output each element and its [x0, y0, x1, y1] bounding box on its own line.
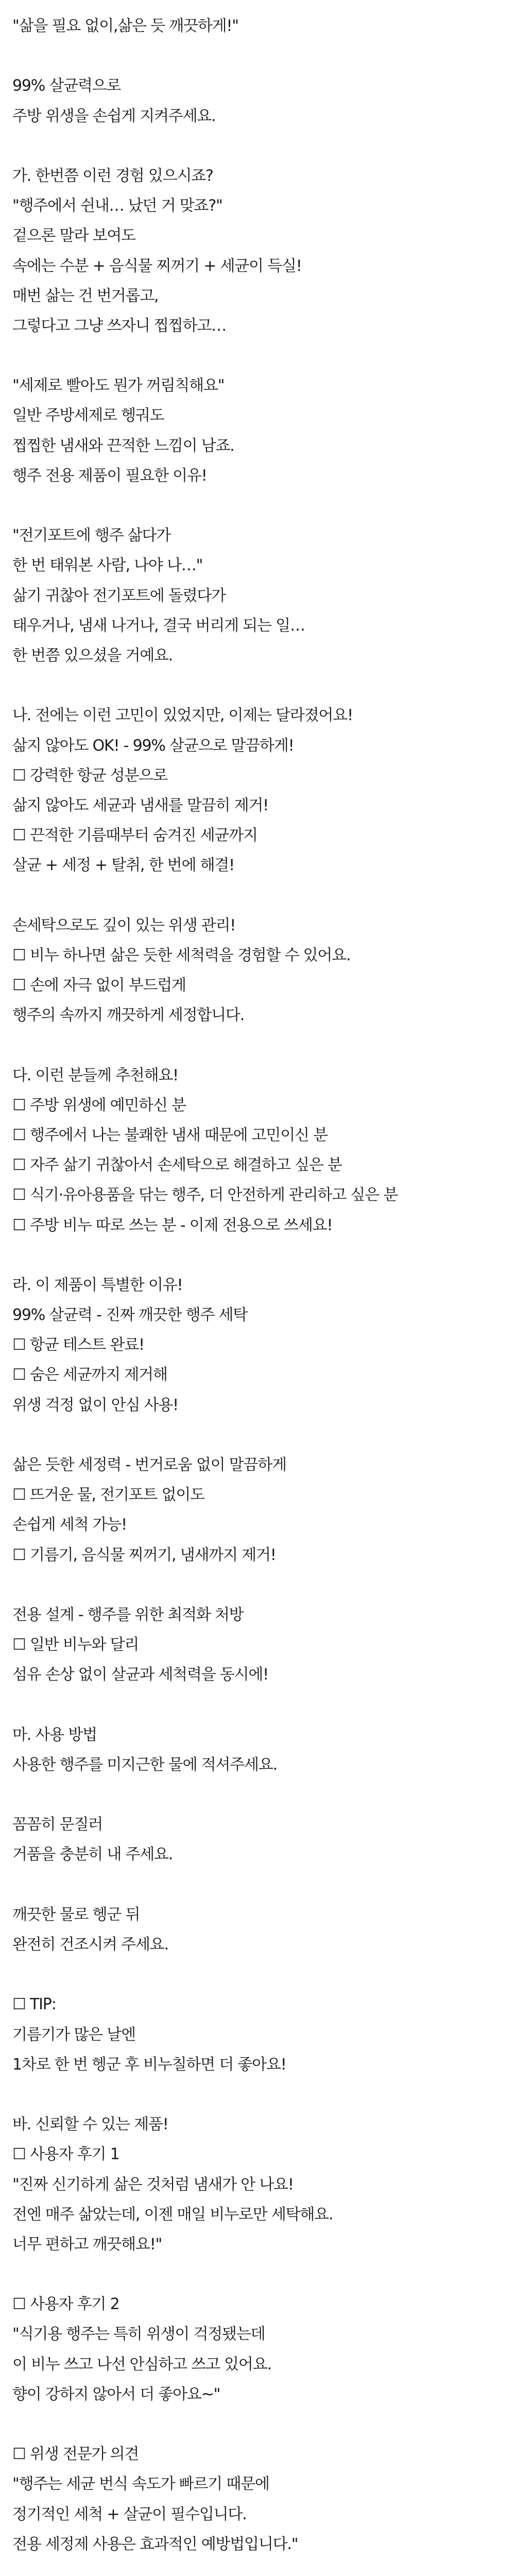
blank-line: [12, 491, 507, 521]
text-line: 겉으론 말라 보여도: [12, 227, 135, 245]
text-line: 삶지 않아도 OK! - 99% 살균으로 말끔하게!: [12, 736, 294, 755]
text-line: ☐ 손에 자극 없이 부드럽게: [12, 976, 186, 994]
text-line: 매번 삶는 건 번거롭고,: [12, 286, 159, 305]
text-line: 살균 + 세정 + 탈취, 한 번에 해결!: [12, 856, 234, 875]
text-line: 전엔 매주 삶았는데, 이젠 매일 비누로만 세탁해요.: [12, 2205, 333, 2224]
text-line: ☐ TIP:: [12, 1995, 56, 2014]
blank-line: [12, 671, 507, 701]
text-line: ☐ 항균 테스트 완료!: [12, 1336, 144, 1354]
text-line: "삶을 필요 없이,삶은 듯 깨끗하게!": [12, 17, 238, 35]
text-line: 일반 주방세제로 헹궈도: [12, 406, 164, 425]
text-line: ☐ 일반 비누와 달리: [12, 1636, 139, 1654]
text-line: 99% 살균력 - 진짜 깨끗한 행주 세탁: [12, 1306, 248, 1325]
text-line: ☐ 식기·유아용품을 닦는 행주, 더 안전하게 관리하고 싶은 분: [12, 1186, 398, 1205]
text-line: ☐ 강력한 항균 성분으로: [12, 766, 167, 785]
blank-line: [12, 131, 507, 161]
blank-line: [12, 1960, 507, 1990]
text-line: 기름기가 많은 날엔: [12, 2025, 135, 2044]
text-line: "진짜 신기하게 삶은 것처럼 냄새가 안 나요!: [12, 2175, 294, 2194]
text-line: ☐ 사용자 후기 2: [12, 2295, 119, 2314]
blank-line: [12, 1241, 507, 1270]
text-line: "행주에서 쉰내… 났던 거 맞죠?": [12, 197, 222, 215]
blank-line: [12, 1780, 507, 1810]
text-line: 깨끗한 물로 헹군 뒤: [12, 1905, 140, 1924]
blank-line: [12, 880, 507, 910]
blank-line: [12, 2080, 507, 2110]
text-line: 위생 걱정 없이 안심 사용!: [12, 1396, 178, 1414]
text-line: ☐ 주방 비누 따로 쓰는 분 - 이제 전용으로 쓰세요!: [12, 1216, 333, 1234]
text-line: 행주 전용 제품이 필요한 이유!: [12, 466, 207, 485]
text-line: 가. 한번쯤 이런 경험 있으시죠?: [12, 166, 213, 185]
text-line: 사용한 행주를 미지근한 물에 적셔주세요.: [12, 1755, 277, 1774]
text-line: 1차로 한 번 헹군 후 비누칠하면 더 좋아요!: [12, 2055, 286, 2074]
text-line: "전기포트에 행주 삶다가: [12, 527, 171, 545]
text-line: 다. 이런 분들께 추천해요!: [12, 1066, 178, 1084]
text-line: 거품을 충분히 내 주세요.: [12, 1845, 173, 1864]
text-line: 한 번쯤 있으셨을 거예요.: [12, 646, 173, 665]
text-line: 꼼꼼히 문질러: [12, 1816, 103, 1834]
text-line: 전용 설계 - 행주를 위한 최적화 처방: [12, 1605, 244, 1624]
text-line: ☐ 사용자 후기 1: [12, 2145, 119, 2164]
text-line: 삶은 듯한 세정력 - 번거로움 없이 말끔하게: [12, 1456, 286, 1474]
text-line: 태우거나, 냄새 나거나, 결국 버리게 되는 일…: [12, 616, 305, 635]
text-line: "세제로 빨아도 뭔가 꺼림칙해요": [12, 377, 225, 395]
blank-line: [12, 341, 507, 371]
text-line: 손세탁으로도 깊이 있는 위생 관리!: [12, 916, 236, 935]
blank-line: [12, 1690, 507, 1720]
text-line: 손쉽게 세척 가능!: [12, 1516, 127, 1534]
text-line: 찝찝한 냄새와 끈적한 느낌이 남죠.: [12, 436, 234, 455]
text-line: 너무 편하고 깨끗해요!": [12, 2235, 162, 2253]
text-line: ☐ 뜨거운 물, 전기포트 없이도: [12, 1486, 204, 1504]
blank-line: [12, 1030, 507, 1060]
text-line: 속에는 수분 + 음식물 찌꺼기 + 세균이 득실!: [12, 257, 302, 275]
text-line: "행주는 세균 번식 속도가 빠르기 때문에: [12, 2475, 269, 2494]
text-line: 이 비누 쓰고 나선 안심하고 쓰고 있어요.: [12, 2355, 271, 2374]
text-line: 섬유 손상 없이 살균과 세척력을 동시에!: [12, 1666, 268, 1684]
text-line: 한 번 태워본 사람, 나야 나…": [12, 556, 203, 575]
text-line: 바. 신뢰할 수 있는 제품!: [12, 2115, 168, 2134]
blank-line: [12, 1420, 507, 1450]
text-line: ☐ 주방 위생에 예민하신 분: [12, 1096, 186, 1114]
text-line: ☐ 기름기, 음식물 찌꺼기, 냄새까지 제거!: [12, 1546, 276, 1564]
blank-line: [12, 41, 507, 71]
text-line: 그렇다고 그냥 쓰자니 찝찝하고…: [12, 316, 226, 335]
text-line: ☐ 비누 하나면 삶은 듯한 세척력을 경험할 수 있어요.: [12, 946, 351, 964]
text-line: ☐ 숨은 세균까지 제거해: [12, 1366, 167, 1384]
text-line: 전용 세정제 사용은 효과적인 예방법입니다.": [12, 2535, 298, 2553]
text-line: 주방 위생을 손쉽게 지켜주세요.: [12, 107, 216, 125]
blank-line: [12, 1570, 507, 1600]
text-line: 행주의 속까지 깨끗하게 세정합니다.: [12, 1006, 245, 1025]
text-line: 99% 살균력으로: [12, 77, 121, 95]
text-line: ☐ 위생 전문가 의견: [12, 2445, 139, 2464]
blank-line: [12, 2410, 507, 2439]
text-line: 삶기 귀찮아 전기포트에 돌렸다가: [12, 586, 226, 605]
text-line: 정기적인 세척 + 살균이 필수입니다.: [12, 2505, 247, 2523]
text-line: 향이 강하지 않아서 더 좋아요~": [12, 2385, 220, 2403]
text-line: 완전히 건조시켜 주세요.: [12, 1936, 168, 1954]
text-line: 라. 이 제품이 특별한 이유!: [12, 1276, 183, 1294]
blank-line: [12, 1870, 507, 1900]
text-line: 삶지 않아도 세균과 냄새를 말끔히 제거!: [12, 796, 268, 815]
blank-line: [12, 2560, 507, 2576]
text-line: ☐ 끈적한 기름때부터 숨겨진 세균까지: [12, 826, 258, 845]
document-body: [12, 11, 507, 2576]
text-line: 마. 사용 방법: [12, 1725, 97, 1744]
text-line: ☐ 자주 삶기 귀찮아서 손세탁으로 해결하고 싶은 분: [12, 1156, 342, 1175]
text-line: ☐ 행주에서 나는 불쾌한 냄새 때문에 고민이신 분: [12, 1126, 328, 1144]
text-line: 나. 전에는 이런 고민이 있었지만, 이제는 달라졌어요!: [12, 706, 353, 725]
blank-line: [12, 2260, 507, 2290]
text-line: "식기용 행주는 특히 위생이 걱정됐는데: [12, 2325, 265, 2344]
